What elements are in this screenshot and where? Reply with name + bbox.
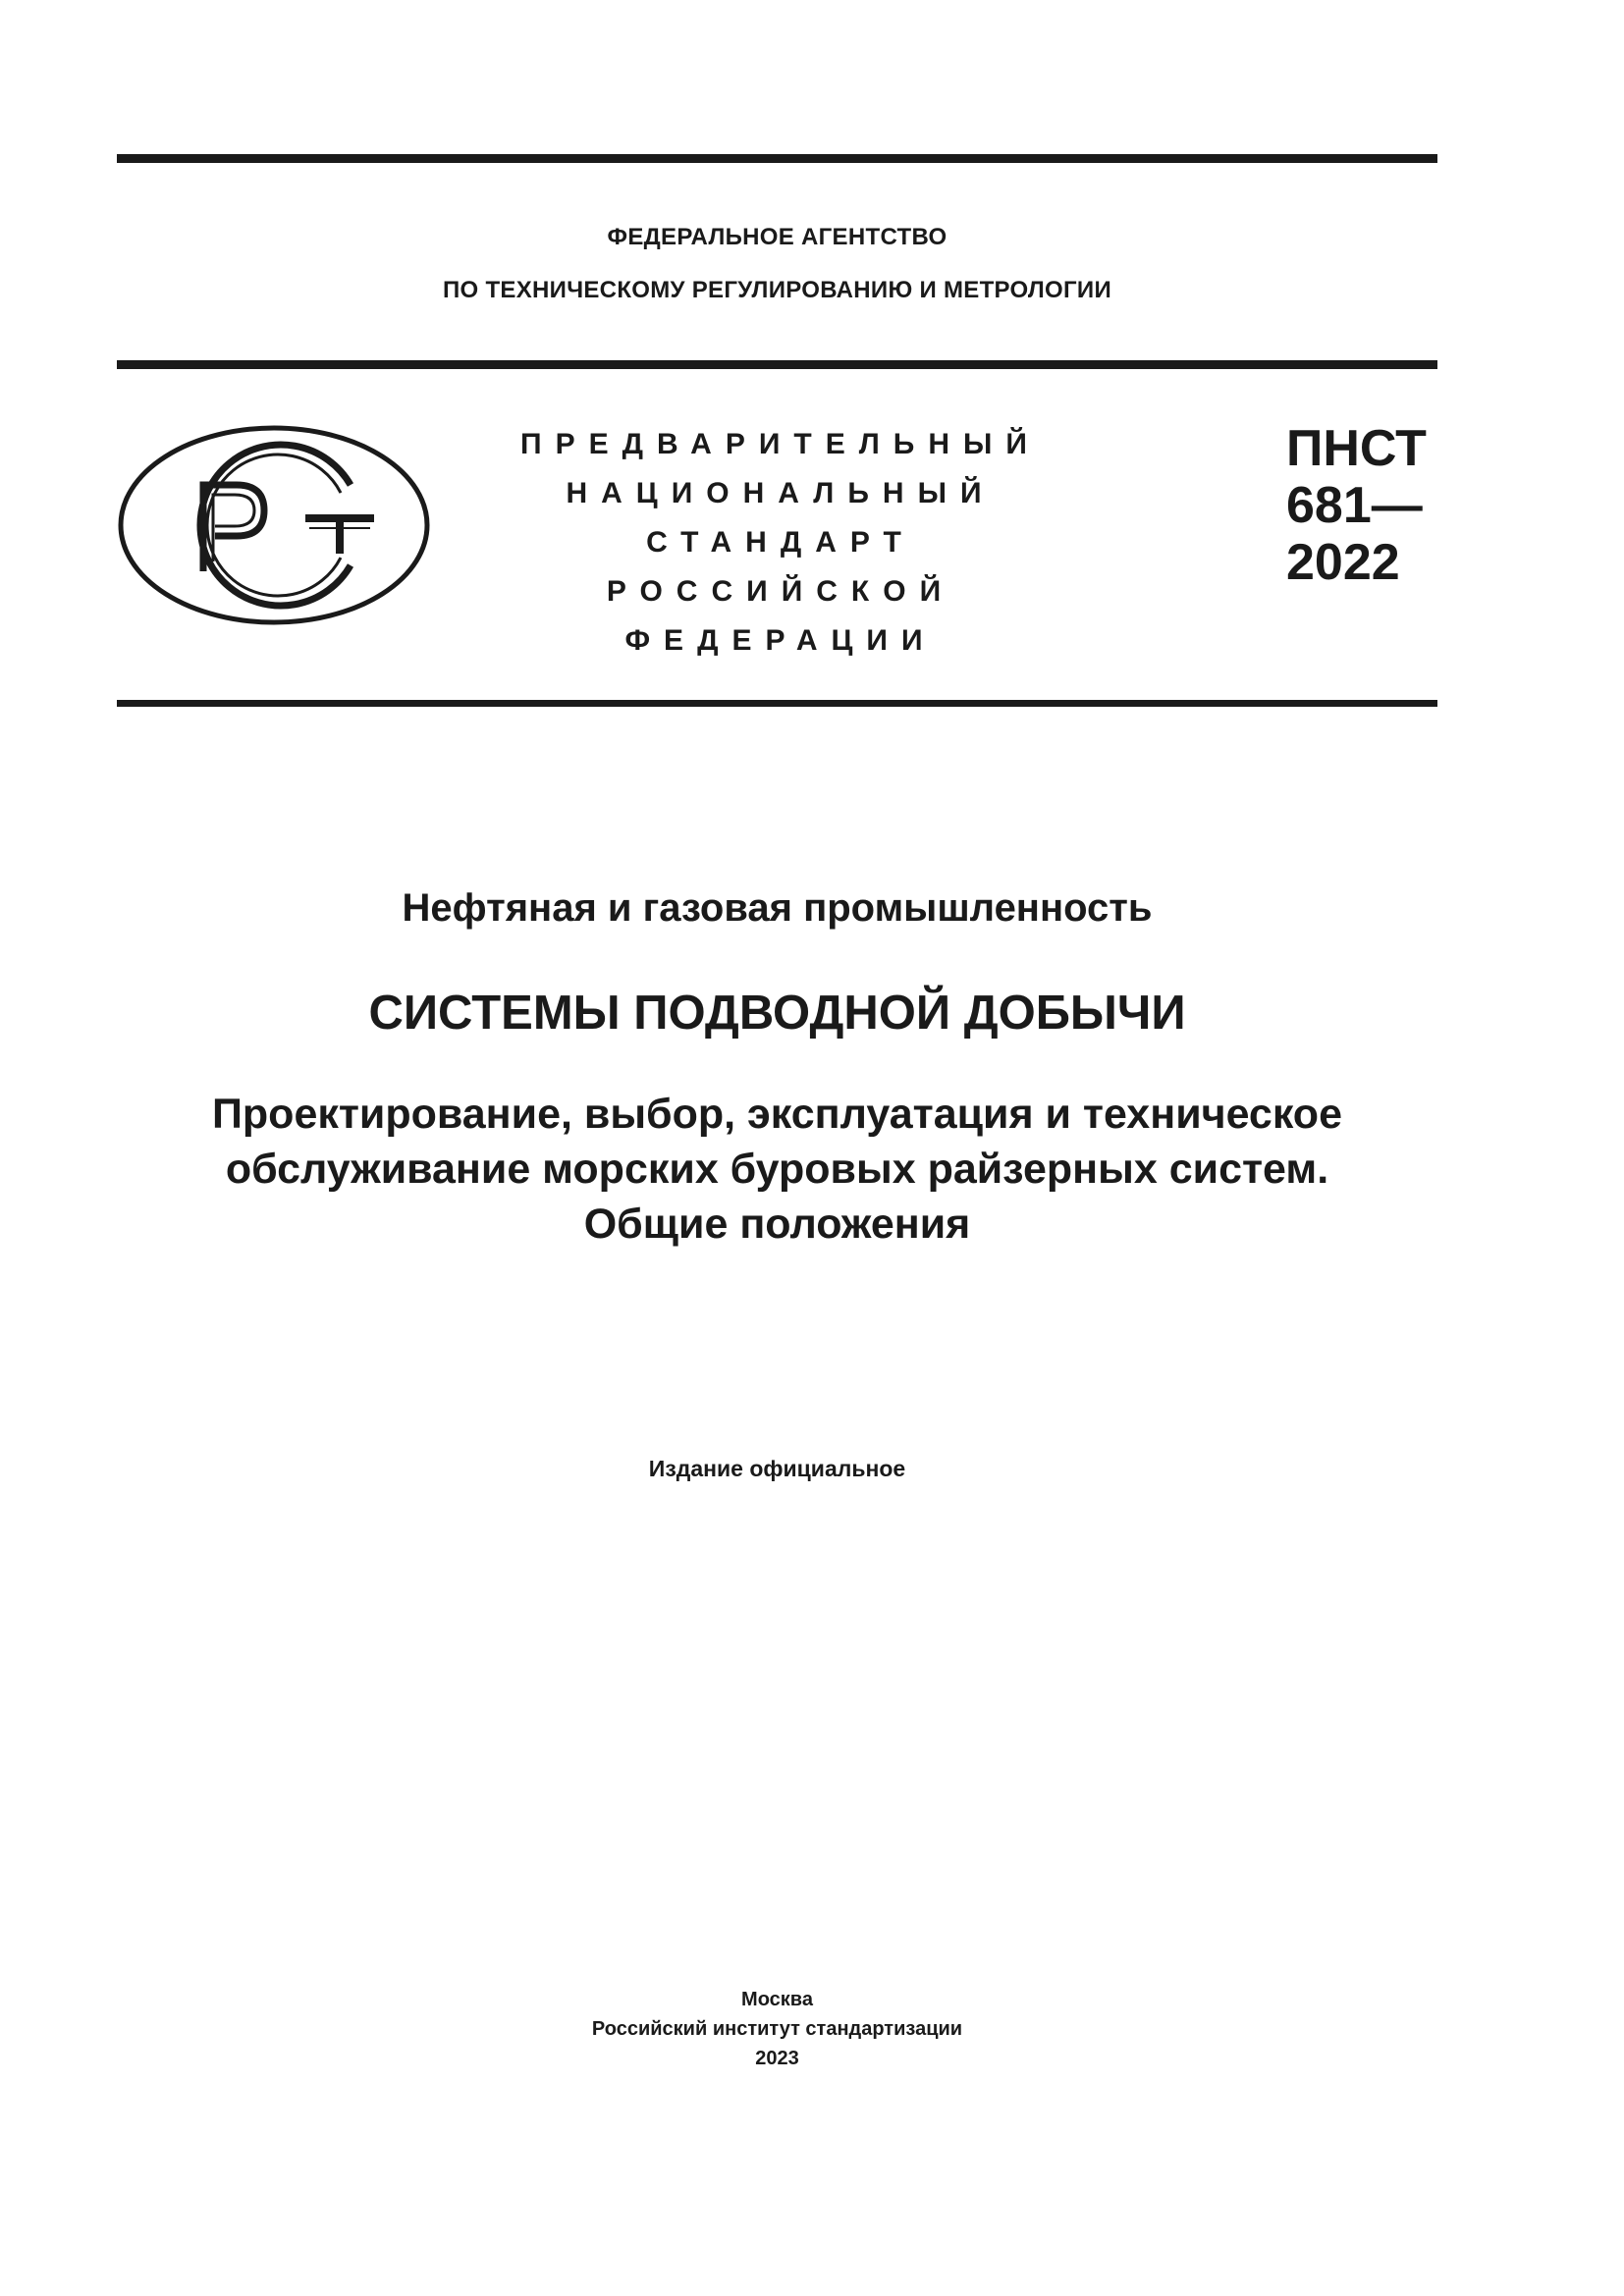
rst-mark-icon (117, 424, 431, 626)
agency-name-line-2: ПО ТЕХНИЧЕСКОМУ РЕГУЛИРОВАНИЮ И МЕТРОЛОГИИ (442, 277, 1112, 303)
standard-year: 2022 (1286, 534, 1400, 591)
edition-note: Издание официальное (648, 1456, 906, 1481)
subtitle (117, 1087, 1437, 1252)
standard-code: ПНСТ (1286, 420, 1427, 477)
standard-kind-line: ФЕДЕРАЦИИ (624, 624, 937, 657)
agency-name-line-1: ФЕДЕРАЛЬНОЕ АГЕНТСТВО (607, 224, 947, 250)
subtitle-line: Общие положения (583, 1201, 971, 1248)
imprint-year: 2023 (755, 2048, 799, 2069)
standard-designation (1286, 420, 1427, 591)
imprint-city: Москва (741, 1989, 813, 2010)
main-title: СИСТЕМЫ ПОДВОДНОЙ ДОБЫЧИ (368, 987, 1186, 1040)
subtitle-line: обслуживание морских буровых райзерных систем. (225, 1146, 1329, 1193)
standard-kind-line: СТАНДАРТ (646, 526, 915, 559)
subtitle-line: Проектирование, выбор, эксплуатация и техническое (212, 1091, 1342, 1138)
standard-kind-line: ПРЕДВАРИТЕЛЬНЫЙ (520, 428, 1041, 460)
industry-title: Нефтяная и газовая промышленность (402, 886, 1153, 930)
standard-kind-line: НАЦИОНАЛЬНЫЙ (566, 477, 996, 509)
header-rule (117, 360, 1437, 369)
header-bottom-rule (117, 700, 1437, 707)
standard-kind (461, 420, 1100, 666)
imprint (117, 1985, 1437, 2073)
standard-kind-line: РОССИЙСКОЙ (606, 575, 955, 608)
standard-number: 681— (1286, 477, 1423, 534)
top-rule (117, 154, 1437, 163)
imprint-publisher: Российский институт стандартизации (591, 2018, 963, 2040)
